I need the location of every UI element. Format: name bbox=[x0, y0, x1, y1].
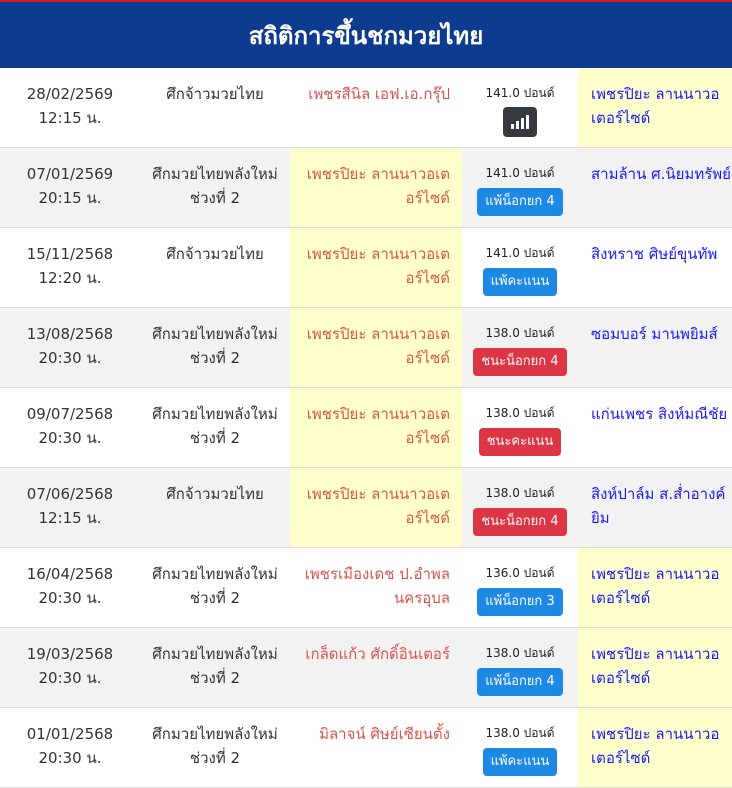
blue-corner-fighter[interactable]: เพชรปิยะ ลานนาวอเตอร์ไซด์ bbox=[578, 68, 732, 147]
red-corner-fighter[interactable]: เพชรปิยะ ลานนาวอเตอร์ไซด์ bbox=[290, 148, 462, 227]
blue-corner-fighter[interactable]: เพชรปิยะ ลานนาวอเตอร์ไซด์ bbox=[578, 628, 732, 707]
fight-time: 20:30 น. bbox=[38, 749, 102, 767]
result-badge: ชนะน็อกยก 4 bbox=[473, 348, 566, 376]
fight-date: 28/02/2569 bbox=[26, 85, 114, 103]
fight-time: 20:30 น. bbox=[38, 349, 102, 367]
result-badge: แพ้คะแนน bbox=[483, 748, 558, 776]
blue-corner-fighter[interactable]: สิงห์ปาล์ม ส.ส่ำอางค์ยิม bbox=[591, 485, 726, 527]
fight-datetime bbox=[0, 308, 140, 387]
fight-result-cell bbox=[462, 708, 578, 787]
table-row bbox=[0, 68, 732, 148]
red-corner-fighter[interactable]: เพชรเมืองเดช ป.อำพลนครอุบล bbox=[304, 565, 450, 607]
fight-datetime bbox=[0, 708, 140, 787]
fight-date: 07/06/2568 bbox=[26, 485, 114, 503]
result-badge: ชนะคะแนน bbox=[479, 428, 562, 456]
weight-label: 138.0 ปอนด์ bbox=[485, 646, 555, 660]
blue-corner-fighter[interactable]: ซอมบอร์ มานพยิมส์ bbox=[591, 325, 718, 343]
blue-corner-fighter[interactable]: เพชรปิยะ ลานนาวอเตอร์ไซด์ bbox=[578, 708, 732, 787]
blue-corner-fighter[interactable]: แก่นเพชร สิงห์มณีชัย bbox=[591, 405, 728, 423]
fight-datetime bbox=[0, 228, 140, 307]
fight-time: 20:30 น. bbox=[38, 669, 102, 687]
fight-result-cell bbox=[462, 628, 578, 707]
event-name: ศึกมวยไทยพลังใหม่ ช่วงที่ 2 bbox=[152, 565, 278, 607]
result-badge: แพ้น็อกยก 4 bbox=[477, 668, 562, 696]
fight-date: 07/01/2569 bbox=[26, 165, 114, 183]
fight-datetime bbox=[0, 548, 140, 627]
fight-result-cell bbox=[462, 548, 578, 627]
red-corner-fighter[interactable]: เพชรปิยะ ลานนาวอเตอร์ไซด์ bbox=[290, 468, 462, 547]
table-row bbox=[0, 468, 732, 548]
fight-date: 15/11/2568 bbox=[26, 245, 114, 263]
red-corner-fighter[interactable]: มิลาจน์ ศิษย์เซียนตั้ง bbox=[319, 725, 450, 743]
weight-label: 141.0 ปอนด์ bbox=[485, 246, 555, 260]
fight-time: 20:30 น. bbox=[38, 589, 102, 607]
table-row bbox=[0, 228, 732, 308]
blue-corner-fighter[interactable]: เพชรปิยะ ลานนาวอเตอร์ไซด์ bbox=[578, 548, 732, 627]
table-row bbox=[0, 628, 732, 708]
blue-corner-fighter[interactable]: สามล้าน ศ.นิยมทรัพย์ bbox=[591, 165, 731, 183]
event-name: ศึกจ้าวมวยไทย bbox=[166, 485, 264, 503]
weight-label: 138.0 ปอนด์ bbox=[485, 326, 555, 340]
weight-label: 138.0 ปอนด์ bbox=[485, 406, 555, 420]
fight-date: 09/07/2568 bbox=[26, 405, 114, 423]
fight-result-cell bbox=[462, 468, 578, 547]
fight-datetime bbox=[0, 148, 140, 227]
fight-date: 13/08/2568 bbox=[26, 325, 114, 343]
table-row bbox=[0, 548, 732, 628]
table-row bbox=[0, 708, 732, 788]
event-name: ศึกมวยไทยพลังใหม่ ช่วงที่ 2 bbox=[152, 165, 278, 207]
fight-time: 12:15 น. bbox=[38, 509, 102, 527]
result-badge: แพ้คะแนน bbox=[483, 268, 558, 296]
fight-datetime bbox=[0, 628, 140, 707]
fight-date: 16/04/2568 bbox=[26, 565, 114, 583]
result-badge: แพ้น็อกยก 3 bbox=[477, 588, 562, 616]
weight-label: 136.0 ปอนด์ bbox=[485, 566, 555, 580]
event-name: ศึกมวยไทยพลังใหม่ ช่วงที่ 2 bbox=[152, 405, 278, 447]
bar-chart-icon-bar bbox=[511, 124, 514, 129]
fight-datetime bbox=[0, 388, 140, 467]
fight-result-cell bbox=[462, 308, 578, 387]
table-row bbox=[0, 388, 732, 468]
weight-label: 138.0 ปอนด์ bbox=[485, 726, 555, 740]
fight-date: 01/01/2568 bbox=[26, 725, 114, 743]
red-corner-fighter[interactable]: เพชรปิยะ ลานนาวอเตอร์ไซด์ bbox=[290, 388, 462, 467]
event-name: ศึกจ้าวมวยไทย bbox=[166, 85, 264, 103]
stats-button[interactable] bbox=[503, 107, 537, 137]
fight-result-cell bbox=[462, 68, 578, 147]
bar-chart-icon-bar bbox=[526, 115, 529, 129]
result-badge: แพ้น็อกยก 4 bbox=[477, 188, 562, 216]
event-name: ศึกมวยไทยพลังใหม่ ช่วงที่ 2 bbox=[152, 645, 278, 687]
blue-corner-fighter[interactable]: สิงหราช ศิษย์ขุนทัพ bbox=[591, 245, 718, 263]
fight-time: 12:15 น. bbox=[38, 109, 102, 127]
bar-chart-icon-bar bbox=[516, 121, 519, 129]
fight-datetime bbox=[0, 468, 140, 547]
fight-result-cell bbox=[462, 388, 578, 467]
page-title: สถิติการขึ้นชกมวยไทย bbox=[248, 21, 484, 50]
event-name: ศึกจ้าวมวยไทย bbox=[166, 245, 264, 263]
page-header bbox=[0, 0, 732, 68]
fight-datetime bbox=[0, 68, 140, 147]
table-row bbox=[0, 308, 732, 388]
fight-date: 19/03/2568 bbox=[26, 645, 114, 663]
weight-label: 141.0 ปอนด์ bbox=[485, 166, 555, 180]
fight-time: 20:30 น. bbox=[38, 429, 102, 447]
table-row bbox=[0, 148, 732, 228]
red-corner-fighter[interactable]: เกล็ดแก้ว ศักดิ์อินเตอร์ bbox=[305, 645, 450, 663]
fight-result-cell bbox=[462, 228, 578, 307]
result-badge: ชนะน็อกยก 4 bbox=[473, 508, 566, 536]
fight-history-table bbox=[0, 68, 732, 788]
red-corner-fighter[interactable]: เพชรปิยะ ลานนาวอเตอร์ไซด์ bbox=[290, 228, 462, 307]
fight-result-cell bbox=[462, 148, 578, 227]
red-corner-fighter[interactable]: เพชรปิยะ ลานนาวอเตอร์ไซด์ bbox=[290, 308, 462, 387]
red-corner-fighter[interactable]: เพชรสีนิล เอฟ.เอ.กรุ๊ป bbox=[308, 85, 450, 103]
fight-time: 20:15 น. bbox=[38, 189, 102, 207]
bar-chart-icon-bar bbox=[521, 118, 524, 129]
event-name: ศึกมวยไทยพลังใหม่ ช่วงที่ 2 bbox=[152, 325, 278, 367]
weight-label: 141.0 ปอนด์ bbox=[485, 86, 555, 100]
event-name: ศึกมวยไทยพลังใหม่ ช่วงที่ 2 bbox=[152, 725, 278, 767]
fight-time: 12:20 น. bbox=[38, 269, 102, 287]
weight-label: 138.0 ปอนด์ bbox=[485, 486, 555, 500]
bar-chart-icon bbox=[511, 115, 529, 129]
